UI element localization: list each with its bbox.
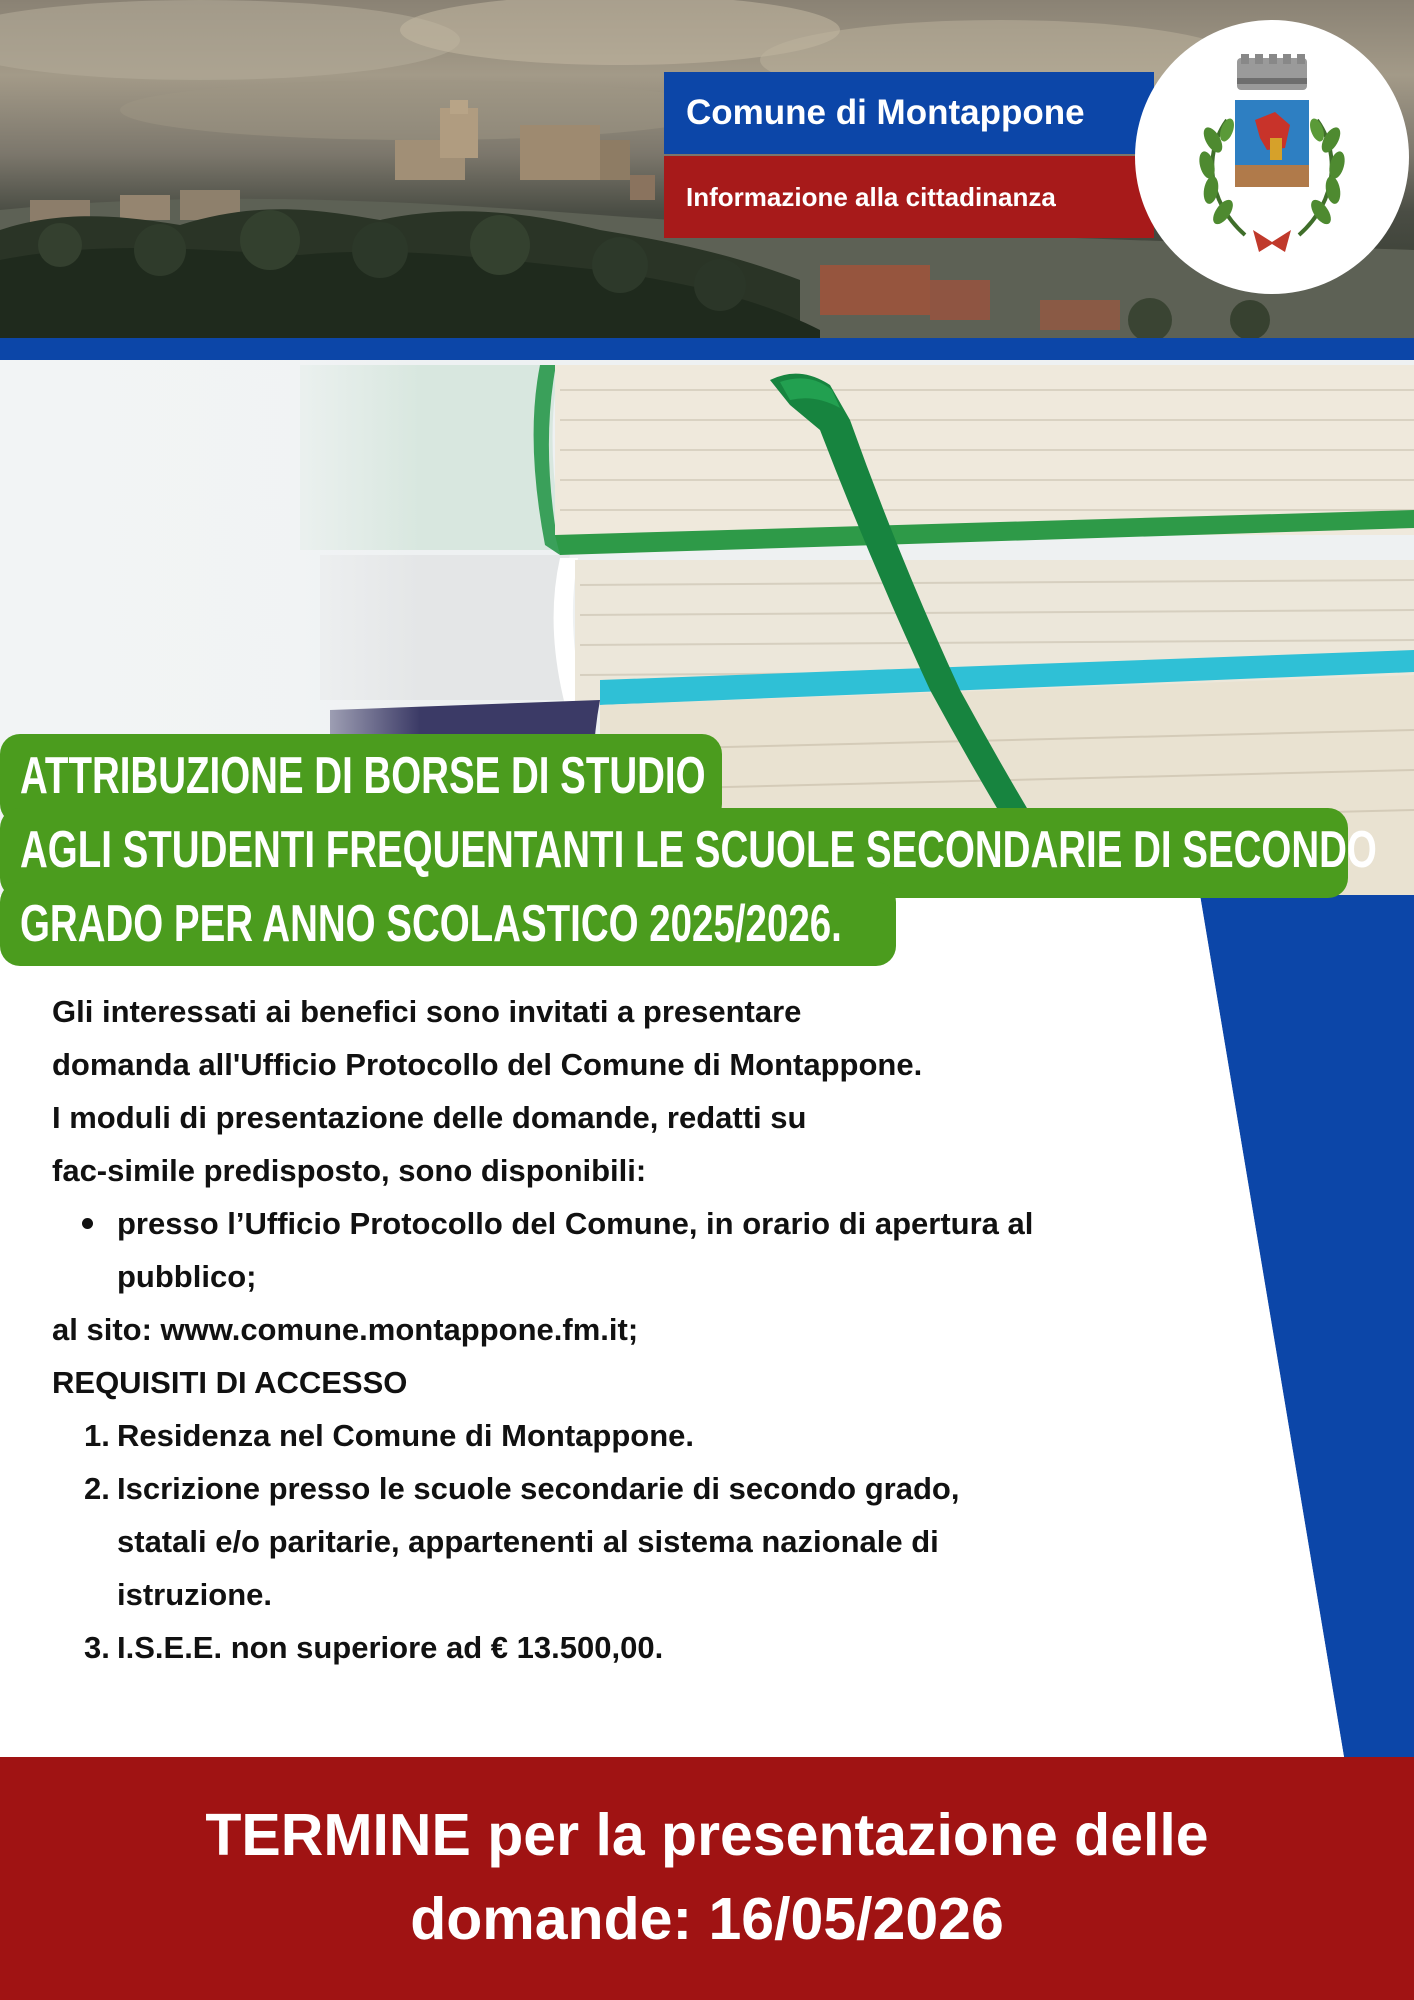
deadline-footer	[0, 1757, 1414, 2000]
municipality-title: Comune di Montappone	[664, 72, 1154, 154]
intro-line: fac-simile predisposto, sono disponibili:	[52, 1153, 647, 1188]
website-line: al sito: www.comune.montappone.fm.it;	[52, 1312, 639, 1347]
intro-line: Gli interessati ai benefici sono invitati a presentare	[52, 994, 802, 1029]
body-text	[52, 985, 1252, 1674]
requirement-line: istruzione.	[117, 1577, 273, 1612]
deadline-line-1: TERMINE per la presentazione delle	[205, 1802, 1209, 1868]
information-subtitle: Informazione alla cittadinanza	[664, 156, 1154, 238]
requirement-line: Residenza nel Comune di Montappone.	[117, 1418, 694, 1453]
requirement-line: Iscrizione presso le scuole secondarie di secondo grado,	[117, 1471, 960, 1506]
deadline-line-2: domande: 16/05/2026	[410, 1886, 1004, 1952]
headline-line-1: ATTRIBUZIONE DI BORSE DI STUDIO	[20, 747, 706, 805]
headline-line-3: GRADO PER ANNO SCOLASTICO 2025/2026.	[20, 895, 842, 953]
intro-line: I moduli di presentazione delle domande, redatti su	[52, 1100, 807, 1135]
bullet-line: presso l’Ufficio Protocollo del Comune, in orario di apertura al	[117, 1206, 1034, 1241]
coat-of-arms-icon	[1135, 20, 1409, 294]
bullet-line: pubblico;	[117, 1259, 257, 1294]
intro-line: domanda all'Ufficio Protocollo del Comune di Montappone.	[52, 1047, 923, 1082]
requirement-number: 2.	[84, 1471, 110, 1506]
bullet-dot-icon	[82, 1218, 93, 1229]
requirement-number: 1.	[84, 1418, 110, 1453]
requirements-title: REQUISITI DI ACCESSO	[52, 1365, 408, 1400]
requirement-item-3	[52, 1621, 1252, 1674]
emblem-circle	[1135, 20, 1409, 294]
header-blue-strip	[0, 338, 1414, 360]
headline-line-2: AGLI STUDENTI FREQUENTANTI LE SCUOLE SECONDARIE DI SECONDO	[20, 821, 1377, 879]
requirement-line: statali e/o paritarie, appartenenti al sistema nazionale di	[117, 1524, 939, 1559]
requirement-item-1	[52, 1409, 1252, 1462]
requirement-item-2	[52, 1462, 1252, 1621]
availability-bullet	[52, 1197, 1252, 1303]
requirement-number: 3.	[84, 1630, 110, 1665]
requirement-line: I.S.E.E. non superiore ad € 13.500,00.	[117, 1630, 664, 1665]
